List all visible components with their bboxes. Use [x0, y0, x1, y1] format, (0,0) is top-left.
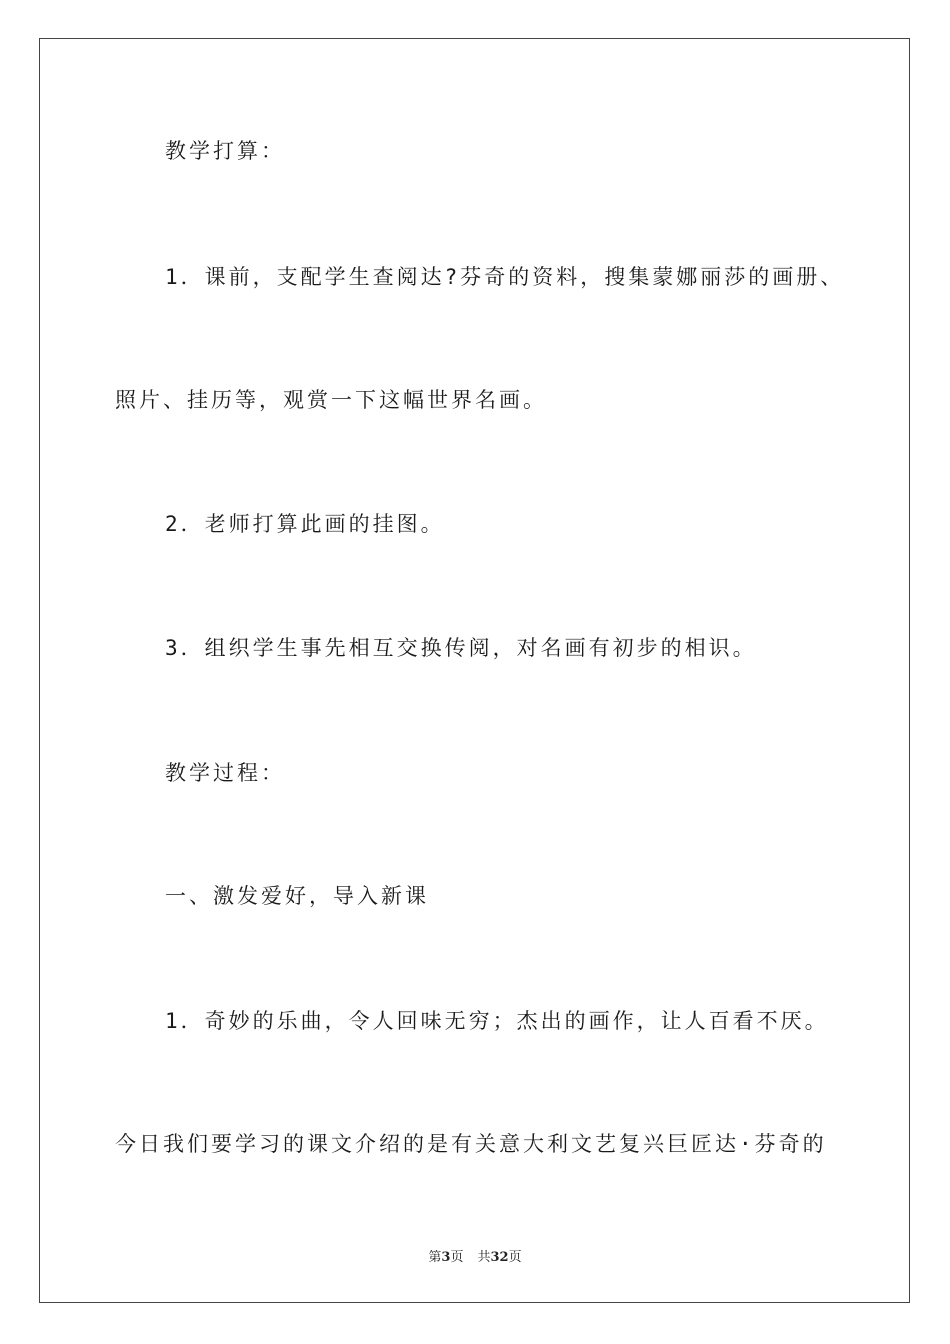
paragraph-line: 1．奇妙的乐曲，令人回味无穷；杰出的画作，让人百看不厌。 [165, 1009, 829, 1033]
paragraph-line: 照片、挂历等，观赏一下这幅世界名画。 [115, 388, 547, 412]
page-footer [0, 1246, 950, 1265]
page-number: 第3页 [428, 1250, 464, 1265]
heading-teaching-process: 教学过程： [165, 761, 285, 785]
paragraph-line: 今日我们要学习的课文介绍的是有关意大利文艺复兴巨匠达·芬奇的 [115, 1132, 827, 1156]
paragraph-line: 2．老师打算此画的挂图。 [165, 512, 445, 536]
section-heading: 一、激发爱好，导入新课 [165, 884, 429, 908]
total-pages: 共32页 [477, 1250, 522, 1265]
paragraph-line: 1．课前，支配学生查阅达?芬奇的资料，搜集蒙娜丽莎的画册、 [165, 265, 845, 289]
heading-teaching-preparation: 教学打算： [165, 139, 285, 163]
page-border [39, 38, 910, 1303]
paragraph-line: 3．组织学生事先相互交换传阅，对名画有初步的相识。 [165, 636, 757, 660]
